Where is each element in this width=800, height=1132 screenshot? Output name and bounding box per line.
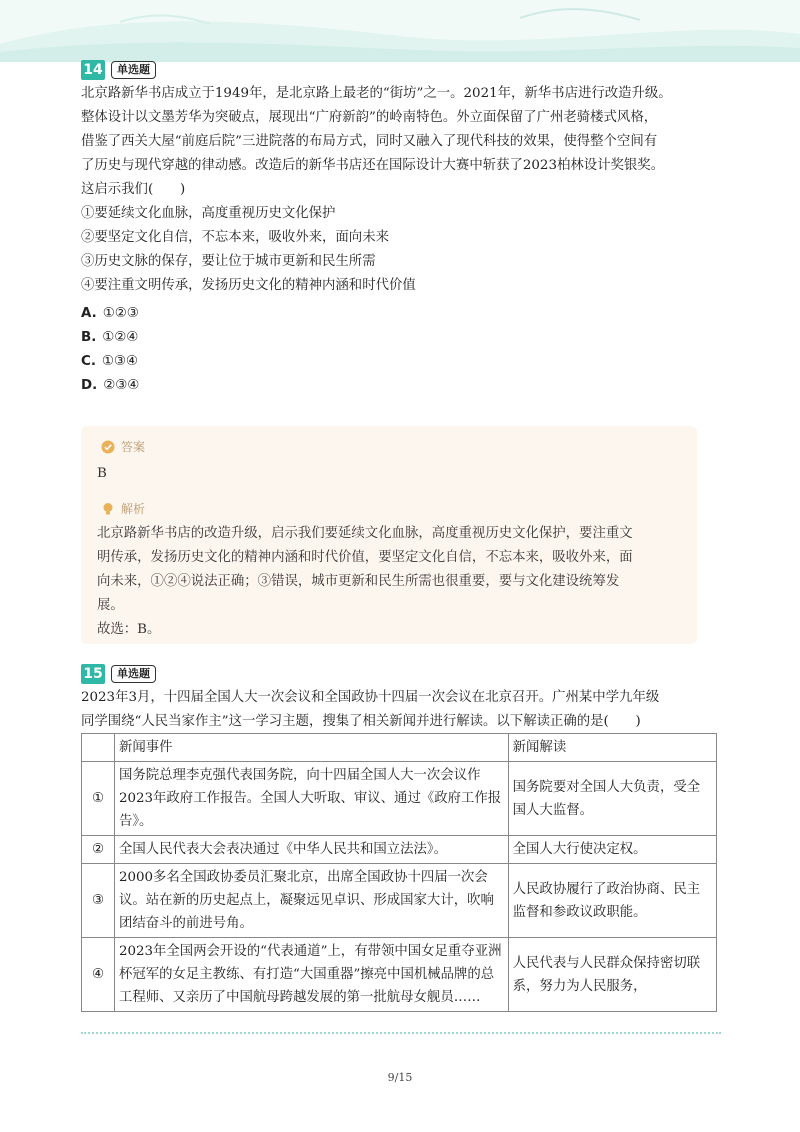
- answer-analysis-box: [81, 426, 697, 644]
- check-circle-icon: [101, 440, 115, 454]
- stem-line: 借鉴了西关大屋“前庭后院”三进院落的布局方式，同时又融入了现代科技的效果，使得整个空间有: [81, 134, 658, 149]
- row-number: ①: [82, 762, 115, 836]
- stem-line: 整体设计以文墨芳华为突破点，展现出“广府新韵”的岭南特色。外立面保留了广州老骑楼式风格，: [81, 110, 658, 125]
- stem-line: 2023年3月，十四届全国人大一次会议和全国政协十四届一次会议在北京召开。广州某中学九年级: [81, 690, 660, 705]
- analysis-text: 北京路新华书店的改造升级，启示我们要延续文化血脉，高度重视历史文化保护，要注重文 明传承，发扬历史文化的精神内涵和时代价值，要坚定文化自信，不忘本来，吸收外来，面 向未来，①②④说法正确；③错误，城市更新和民生所需也很重要，要与文化建设统筹发 展。 故选：B。: [97, 526, 633, 637]
- header-cell: 新闻解读: [508, 734, 716, 762]
- question-15-header: [81, 664, 156, 684]
- news-event: 全国人民代表大会表决通过《中华人民共和国立法法》。: [114, 836, 508, 864]
- header-decoration: [0, 0, 800, 62]
- stem-line: 北京路新华书店成立于1949年，是北京路上最老的“街坊”之一。2021年，新华书店进行改造升级。: [81, 86, 672, 101]
- row-number: ②: [82, 836, 115, 864]
- answer-value: B: [97, 466, 107, 481]
- table-row: [82, 864, 717, 938]
- page-number: 9/15: [387, 1071, 413, 1084]
- stem-line: 同学围绕“人民当家作主”这一学习主题，搜集了相关新闻并进行解读。以下解读正确的是( ): [81, 714, 641, 729]
- stem-line: 了历史与现代穿越的律动感。改造后的新华书店还在国际设计大赛中斩获了2023柏林设计奖银奖。: [81, 158, 665, 173]
- header-cell: [82, 734, 115, 762]
- question-type-badge: 单选题: [111, 665, 156, 683]
- table-row: [82, 938, 717, 1012]
- news-interpretation: 人民代表与人民群众保持密切联系，努力为人民服务，: [508, 938, 716, 1012]
- table-row: [82, 836, 717, 864]
- statement: ②要坚定文化自信，不忘本来，吸收外来，面向未来: [81, 230, 389, 245]
- answer-label: 答案: [101, 438, 145, 455]
- table-row: [82, 762, 717, 836]
- statement: ④要注重文明传承，发扬历史文化的精神内涵和时代价值: [81, 278, 416, 293]
- option-a[interactable]: A. ①②③: [81, 306, 139, 321]
- question-number: 14: [81, 60, 105, 80]
- news-interpretation: 国务院要对全国人大负责，受全国人大监督。: [508, 762, 716, 836]
- question-14-options: [81, 302, 139, 398]
- news-event: 2023年全国两会开设的“代表通道”上，有带领中国女足重夺亚洲杯冠军的女足主教练、有打造“大国重器”擦亮中国机械品牌的总工程师、又亲历了中国航母跨越发展的第一批航母女舰员……: [114, 938, 508, 1012]
- news-table: [81, 733, 717, 1012]
- question-number: 15: [81, 664, 105, 684]
- question-15-stem: [81, 686, 721, 734]
- statement: ③历史文脉的保存，要让位于城市更新和民生所需: [81, 254, 376, 269]
- row-number: ④: [82, 938, 115, 1012]
- table-header-row: [82, 734, 717, 762]
- header-cell: 新闻事件: [114, 734, 508, 762]
- statement: ①要延续文化血脉，高度重视历史文化保护: [81, 206, 336, 221]
- stem-line: 这启示我们( ): [81, 182, 186, 197]
- option-b[interactable]: B. ①②④: [81, 330, 139, 345]
- page-divider: [81, 1032, 721, 1034]
- news-event: 2000多名全国政协委员汇聚北京，出席全国政协十四届一次会议。站在新的历史起点上，凝聚远见卓识、形成国家大计，吹响团结奋斗的前进号角。: [114, 864, 508, 938]
- row-number: ③: [82, 864, 115, 938]
- news-event: 国务院总理李克强代表国务院，向十四届全国人大一次会议作2023年政府工作报告。全国人大听取、审议、通过《政府工作报告》。: [114, 762, 508, 836]
- lightbulb-icon: [101, 502, 115, 516]
- option-d[interactable]: D. ②③④: [81, 378, 140, 393]
- question-type-badge: 单选题: [111, 61, 156, 79]
- news-interpretation: 人民政协履行了政治协商、民主监督和参政议政职能。: [508, 864, 716, 938]
- question-14-header: [81, 60, 156, 80]
- news-interpretation: 全国人大行使决定权。: [508, 836, 716, 864]
- option-c[interactable]: C. ①③④: [81, 354, 138, 369]
- question-14-stem: [81, 82, 721, 298]
- analysis-label: 解析: [101, 500, 145, 517]
